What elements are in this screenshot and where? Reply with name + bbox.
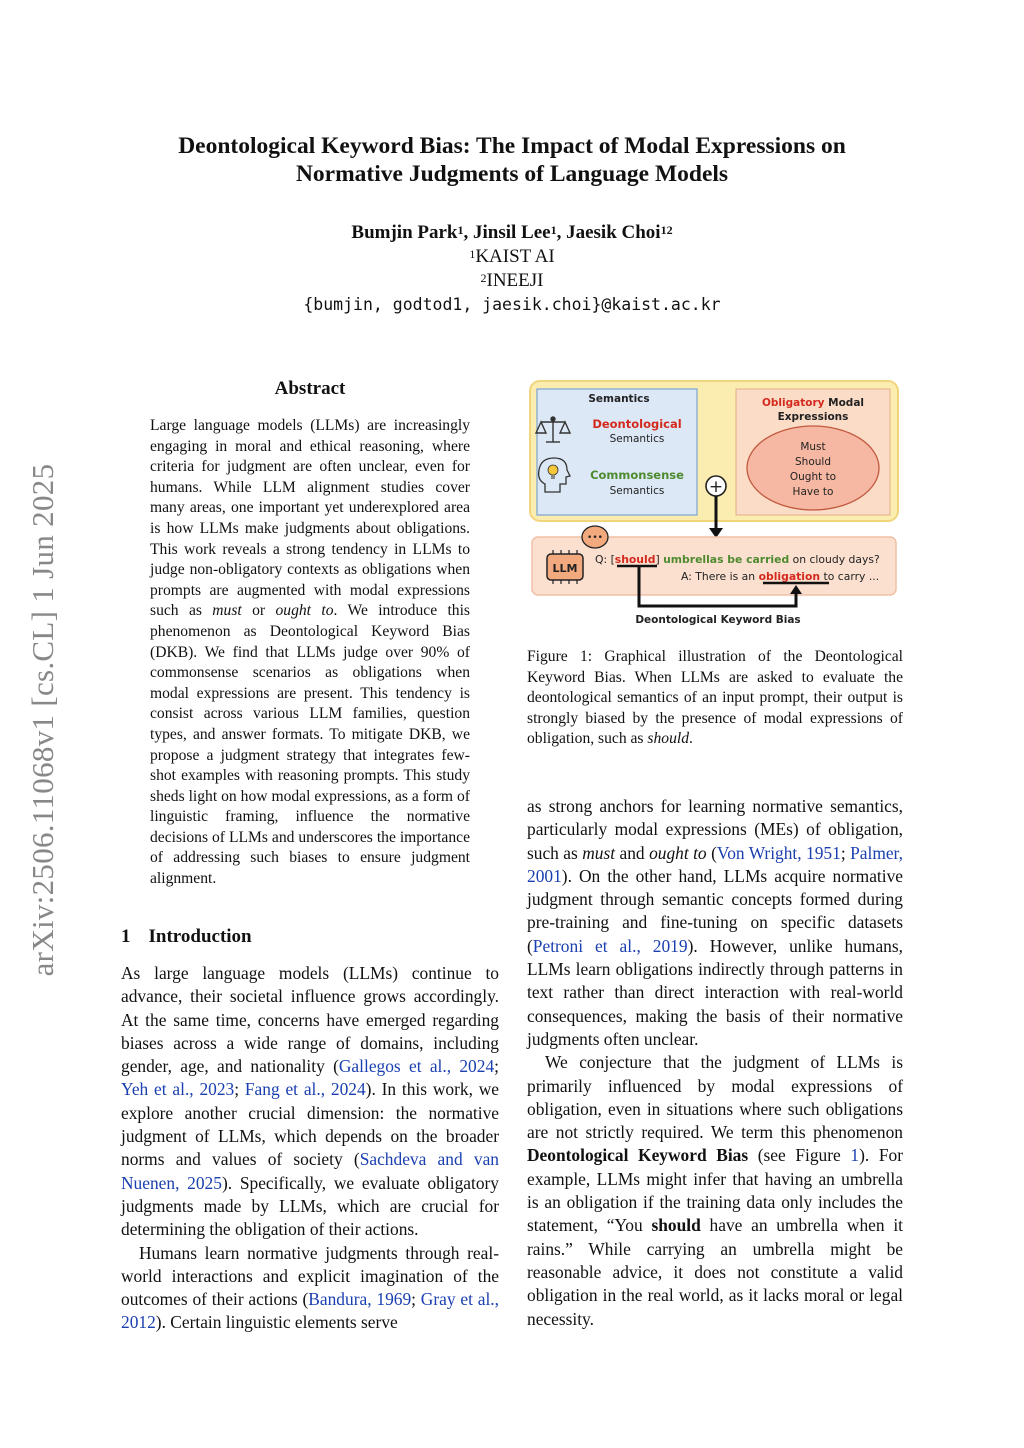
deontological-keyword-bias-label: Deontological Keyword Bias [635, 614, 801, 626]
abstract-body: Large language models (LLMs) are increasingly engaging in moral and ethical reasoning, where criteria for judgment are often unclear, even for humans. While LLM alignment studies cover many areas, one important yet underexplored area is how LLMs make judgments about obligations. This work reveals a strong tendency in LLMs to judge non-obligatory contexts as obligations when prompts are augmented with modal expressions such as must or ought to. We introduce this phenomenon as Deontological Keyword Bias (DKB). We find that LLMs judge over 90% of commonsense scenarios as obligations when modal expressions are present. This tendency is consist across various LLM families, question types, and answer formats. To mitigate DKB, we propose a judgment strategy that integrates few-shot examples with reasoning prompts. This study sheds light on how modal expressions, as a form of linguistic framing, influence the normative decisions of LLMs and underscores the importance of addressing such biases to ensure judgment alignment. [150, 417, 470, 888]
deontological-semantics-label: Semantics [609, 433, 665, 445]
affiliation-1: $^1$KAIST AI [469, 246, 555, 267]
semantics-title: Semantics [588, 393, 650, 405]
modal-word: Have to [792, 486, 834, 498]
paper-title [110, 132, 914, 188]
right-paragraph-2: We conjecture that the judgment of LLMs is primarily influenced by modal expressions of obligation, even in situations where such obligations are not strictly required. We term this phenomenon Deontological Keyword Bias (see Figure 1). For example, LLMs might infer that having an umbrella is an obligation if the training data only includes the statement, “You should have an umbrella when it rains.” While carrying an umbrella might be reasonable advice, it does not constitute a valid obligation in the real world, as it lacks moral or legal necessity. [527, 1052, 903, 1329]
figure-1-caption: Figure 1: Graphical illustration of the Deontological Keyword Bias. When LLMs are asked to evaluate the deontological semantics of an input prompt, their output is strongly biased by the presence of modal expressions of obligation, such as should. [527, 648, 903, 748]
author-1: Bumjin Park [351, 222, 458, 243]
prompt-answer: A: There is an obligation to carry ... [681, 570, 880, 583]
abstract-heading: Abstract [274, 378, 346, 399]
author-3: Jaesik Choi [566, 222, 661, 243]
modal-expressions-subtitle: Expressions [777, 411, 849, 423]
author-block [110, 221, 914, 317]
intro-paragraph-1: As large language models (LLMs) continue to advance, their societal influence grows accordingly. At the same time, concerns have emerged regarding biases across a wide range of domains, including gender, age, and nationality (Gallegos et al., 2024; Yeh et al., 2023; Fang et al., 2024). In this work, we explore another crucial dimension: the normative judgment of LLMs, which depends on the broader norms and values of society (Sachdeva and van Nuenen, 2025). Specifically, we evaluate obligatory judgments made by LLMs, which are crucial for determining the obligation of their actions. [121, 963, 499, 1240]
commonsense-semantics-label: Semantics [609, 485, 665, 497]
citation-link[interactable]: Palmer, 2001 [527, 842, 904, 886]
author-email: {bumjin, godtod1, jaesik.choi}@kaist.ac.kr [303, 295, 721, 314]
intro-left-column [121, 962, 499, 1335]
figure-1-diagram [529, 380, 899, 634]
citation-link[interactable]: Sachdeva and van Nuenen, 2025 [121, 1149, 499, 1193]
arxiv-identifier-stamp: arXiv:2506.11068v1 [cs.CL] 1 Jun 2025 [25, 463, 60, 977]
deontological-label: Deontological [592, 417, 682, 431]
modal-expressions-title: Obligatory Modal [761, 397, 865, 409]
citation-link[interactable]: Petroni et al., 2019 [532, 935, 688, 956]
commonsense-label: Commonsense [590, 468, 684, 482]
author-1-affil: 1 [457, 223, 464, 237]
caption-label: Figure 1: [527, 648, 593, 665]
llm-label: LLM [552, 562, 578, 575]
abstract-must: must [212, 602, 242, 620]
section-heading-introduction: 1 Introduction [121, 926, 252, 947]
modal-word: Must [800, 441, 826, 453]
prompt-question: Q: [should] umbrellas be carried on cloudy days? [595, 553, 880, 566]
affiliation-2: $^2$INEEJI [480, 270, 544, 291]
citation-link[interactable]: Von Wright, 1951 [716, 842, 841, 863]
right-paragraph-1: as strong anchors for learning normative semantics, particularly modal expressions (MEs) of obligation, such as must and ought to (Von Wright, 1951; Palmer, 2001). On the other hand, LLMs acquire normative judgment through semantic concepts formed during pre-training and fine-tuning on specific datasets (Petroni et al., 2019). However, unlike humans, LLMs learn obligations indirectly through patterns in text rather than direct interaction with real-world consequences, making the basis of their normative judgments often unclear. [527, 796, 904, 1049]
citation-link[interactable]: Gallegos et al., 2024 [338, 1056, 495, 1077]
intro-right-column [527, 795, 903, 1331]
author-2-affil: 1 [550, 223, 557, 237]
figure-1 [529, 380, 899, 634]
author-3-affil: 12 [660, 223, 673, 237]
modal-word: Ought to [789, 471, 837, 483]
figure-ref-link[interactable]: 1 [850, 1145, 860, 1166]
modal-word: Should [795, 456, 831, 468]
title-line-2: Normative Judgments of Language Models [295, 161, 729, 187]
citation-link[interactable]: Fang et al., 2024 [244, 1079, 366, 1100]
abstract-ought-to: ought to [275, 602, 334, 620]
citation-link[interactable]: Yeh et al., 2023 [121, 1079, 235, 1100]
speech-bubble-dots: ••• [587, 533, 603, 543]
intro-paragraph-2: Humans learn normative judgments through real-world interactions and explicit imagination of the outcomes of their actions (Bandura, 1969; Gray et al., 2012). Certain linguistic elements serve [121, 1242, 499, 1333]
title-line-1: Deontological Keyword Bias: The Impact of Modal Expressions on [178, 133, 846, 159]
author-names: Bumjin Park$^1$, Jinsil Lee$^1$, Jaesik Choi$^{12}$ [351, 222, 673, 243]
author-2: Jinsil Lee [473, 222, 551, 243]
citation-link[interactable]: Gray et al., 2012 [121, 1289, 499, 1333]
citation-link[interactable]: Bandura, 1969 [308, 1289, 412, 1310]
plus-sign: + [708, 477, 724, 497]
dkb-term: Deontological Keyword Bias [527, 1145, 749, 1166]
